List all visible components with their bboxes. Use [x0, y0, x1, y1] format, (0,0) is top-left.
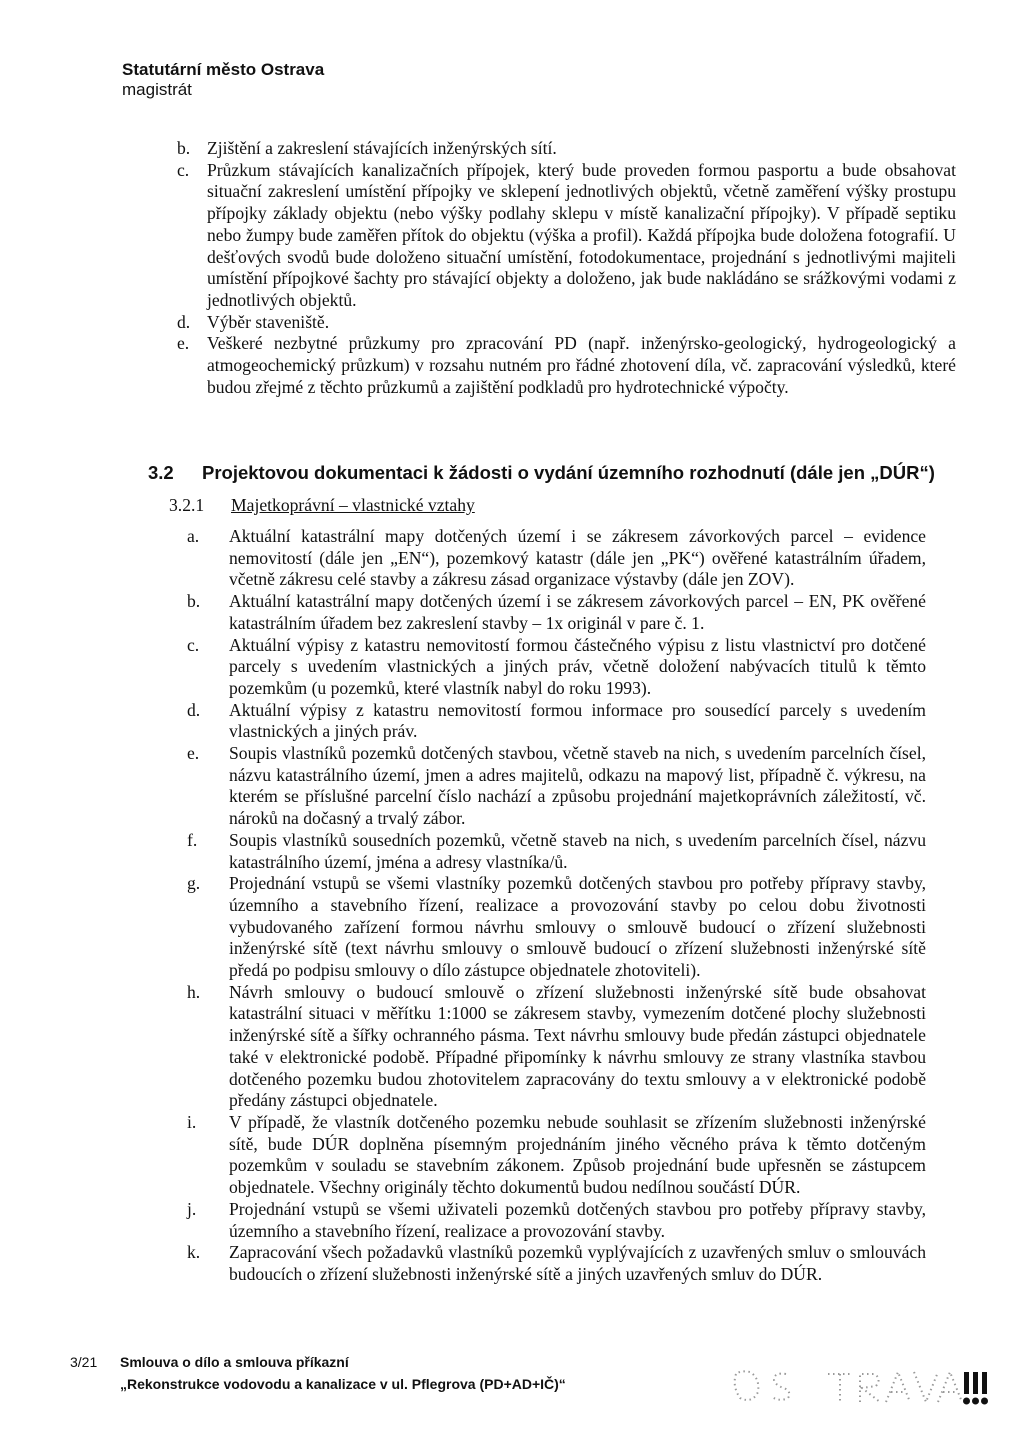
list-item: [187, 700, 926, 743]
ownership-list: [0, 526, 926, 1286]
list-item: [187, 830, 926, 873]
list-item: [177, 138, 956, 160]
list-item: [177, 160, 956, 312]
item-text: Aktuální katastrální mapy dotčených území i se zákresem závorkových parcel – evidence nemovitostí (dále jen „EN“), pozemkový katastr (dále jen „PK“) ověřené katastrálním úřadem, včetně zákresu celé stavby a zákresu zásad organizace výstavby (dále jen ZOV).: [229, 526, 926, 590]
item-marker: c.: [177, 159, 190, 180]
item-text: Veškeré nezbytné průzkumy pro zpracování PD (např. inženýrsko-geologický, hydrogeologický a atmogeochemický průzkum) v rozsahu nutném pro řádné zhotovení díla, vč. zapracování výsledků, které budou zřejmé z těchto průzkumů a zajištění podkladů pro hydrotechnické výpočty.: [207, 333, 956, 397]
list-item: [177, 312, 956, 334]
list-item: [187, 1242, 926, 1285]
list-item: [187, 591, 926, 634]
list-item: [177, 333, 956, 398]
subsection-title: Majetkoprávní – vlastnické vztahy: [231, 495, 475, 515]
contract-title: Smlouva o dílo a smlouva příkazní: [120, 1354, 349, 1370]
organization-name: Statutární město Ostrava: [122, 60, 325, 79]
item-text: Zjištění a zakreslení stávajících inženýrských sítí.: [207, 138, 557, 158]
item-marker: j.: [187, 1198, 197, 1219]
page-number: 3/21: [70, 1354, 98, 1370]
item-text: Průzkum stávajících kanalizačních přípojek, který bude proveden formou pasportu a bude obsahovat situační zakreslení umístění přípojky ve sklepení jednotlivých objektů, včetně zaměření výšky prostupu přípojky základy objektu (nebo výšky podlahy sklepu v místě kanalizační přípojky). V případě septiku nebo žumpy bude zaměřen přítok do objektu (výška a profil). Každá přípojka bude doložena fotografií. U dešťových svodů bude doloženo situační umístění, fotodokumentace, projednání s jednotlivými majiteli umístění přípojkové šachty pro stávající objekty a doloženo, jak bude nakládáno se srážkovými vodami z jednotlivých objektů.: [207, 159, 956, 310]
item-marker: b.: [177, 138, 191, 158]
item-text: Projednání vstupů se všemi vlastníky pozemků dotčených stavbou pro potřeby přípravy stavby, územního a stavebního řízení, realizace a provozování stavby po celou dobu životnosti vybudovaného zařízení formou návrhu smlouvy o smlouvě budoucí o zřízení služebnosti inženýrské sítě (text návrhu smlouvy o smlouvě budoucí o zřízení služebnosti inženýrské sítě předá po podpisu smlouvy o dílo zástupce objednatele zhotoviteli).: [229, 873, 926, 981]
ostrava-logo: [728, 1360, 990, 1412]
list-item: [187, 1199, 926, 1242]
document-header: [122, 60, 324, 100]
item-marker: b.: [187, 591, 201, 612]
list-item: [187, 635, 926, 700]
item-text: V případě, že vlastník dotčeného pozemku nebude souhlasit se zřízením služebnosti inženýrské sítě, bude DÚR doplněna písemným projednáním jiného věcného práva k těmto dotčeným pozemkům v souladu se stavebním zákonem. Způsob projednání bude upřesněn se zástupcem objednatele. Všechny originály těchto dokumentů budou nedílnou součástí DÚR.: [229, 1111, 926, 1198]
list-item: [187, 526, 926, 591]
organization-department: magistrát: [122, 80, 192, 99]
list-item: [187, 982, 926, 1112]
item-marker: e.: [187, 743, 200, 764]
subsection-number: 3.2.1: [169, 495, 205, 515]
section-title: Projektovou dokumentaci k žádosti o vydání územního rozhodnutí (dále jen „DÚR“): [202, 462, 935, 483]
item-marker: i.: [187, 1111, 197, 1132]
item-text: Aktuální katastrální mapy dotčených území i se zákresem závorkových parcel – EN, PK ověřené katastrálním úřadem bez zakreslení stavby – 1x originál v pare č. 1.: [229, 591, 926, 633]
item-text: Soupis vlastníků pozemků dotčených stavbou, včetně staveb na nich, s uvedením parcelních čísel, názvu katastrálního území, jmen a adres majitelů, odkazu na mapový list, případně č. výkresu, na kterém se příslušné parcelní číslo nachází a způsobu projednání majetkoprávních záležitostí, vč. nároků na dočasný a trvalý zábor.: [229, 743, 926, 829]
item-marker: d.: [177, 311, 191, 332]
list-item: [187, 743, 926, 830]
item-text: Aktuální výpisy z katastru nemovitostí formou částečného výpisu z listu vlastnictví pro dotčené parcely s uvedením vlastnických a jiných práv, včetně doložení nabývacích titulů k těmto pozemkům (u pozemků, které vlastník nabyl do roku 1993).: [229, 634, 926, 698]
survey-list: [0, 138, 956, 398]
item-marker: a.: [187, 526, 200, 546]
item-text: Projednání vstupů se všemi uživateli pozemků dotčených stavbou pro potřeby přípravy stavby, územního a stavebního řízení, realizace a provozování stavby.: [229, 1198, 926, 1241]
item-text: Zapracování všech požadavků vlastníků pozemků vyplývajících z uzavřených smluv o smlouvách budoucích o zřízení služebnosti inženýrské sítě a jiných uzavřených smluv do DÚR.: [229, 1242, 926, 1284]
item-marker: d.: [187, 699, 201, 720]
item-marker: h.: [187, 981, 201, 1002]
item-marker: e.: [177, 333, 190, 354]
list-item: [187, 873, 926, 982]
item-text: Aktuální výpisy z katastru nemovitostí formou informace pro sousedící parcely s uvedením vlastnických a jiných práv.: [229, 699, 926, 742]
logo-exclamation-marks: [963, 1372, 988, 1405]
item-text: Návrh smlouvy o budoucí smlouvě o zřízení služebnosti inženýrské sítě bude obsahovat katastrální situaci v měřítku 1:1000 se zákresem stavby, vymezením dotčené plochy služebnosti inženýrské sítě a šířky ochranného pásma. Text návrhu smlouvy bude předán zástupci objednatele také v elektronické podobě. Případné připomínky k návrhu smlouvy ze strany vlastníka stavbou dotčeného pozemku budou zhotovitelem zapracovány do textu smlouvy a v elektronické podobě předány zástupci objednatele.: [229, 981, 926, 1111]
logo-dotted-letters: [735, 1371, 962, 1402]
item-marker: f.: [187, 829, 198, 850]
list-item: [187, 1112, 926, 1199]
item-marker: k.: [187, 1242, 201, 1263]
project-title: „Rekonstrukce vodovodu a kanalizace v ul. Pflegrova (PD+AD+IČ)“: [120, 1376, 566, 1392]
item-marker: c.: [187, 634, 200, 655]
section-number: 3.2: [148, 462, 174, 483]
document-footer: [0, 1352, 1024, 1412]
item-marker: g.: [187, 873, 201, 894]
item-text: Výběr staveniště.: [207, 311, 330, 332]
item-text: Soupis vlastníků sousedních pozemků, včetně staveb na nich, s uvedením parcelních čísel, názvu katastrálního území, jména a adresy vlastníka/ů.: [229, 829, 926, 872]
